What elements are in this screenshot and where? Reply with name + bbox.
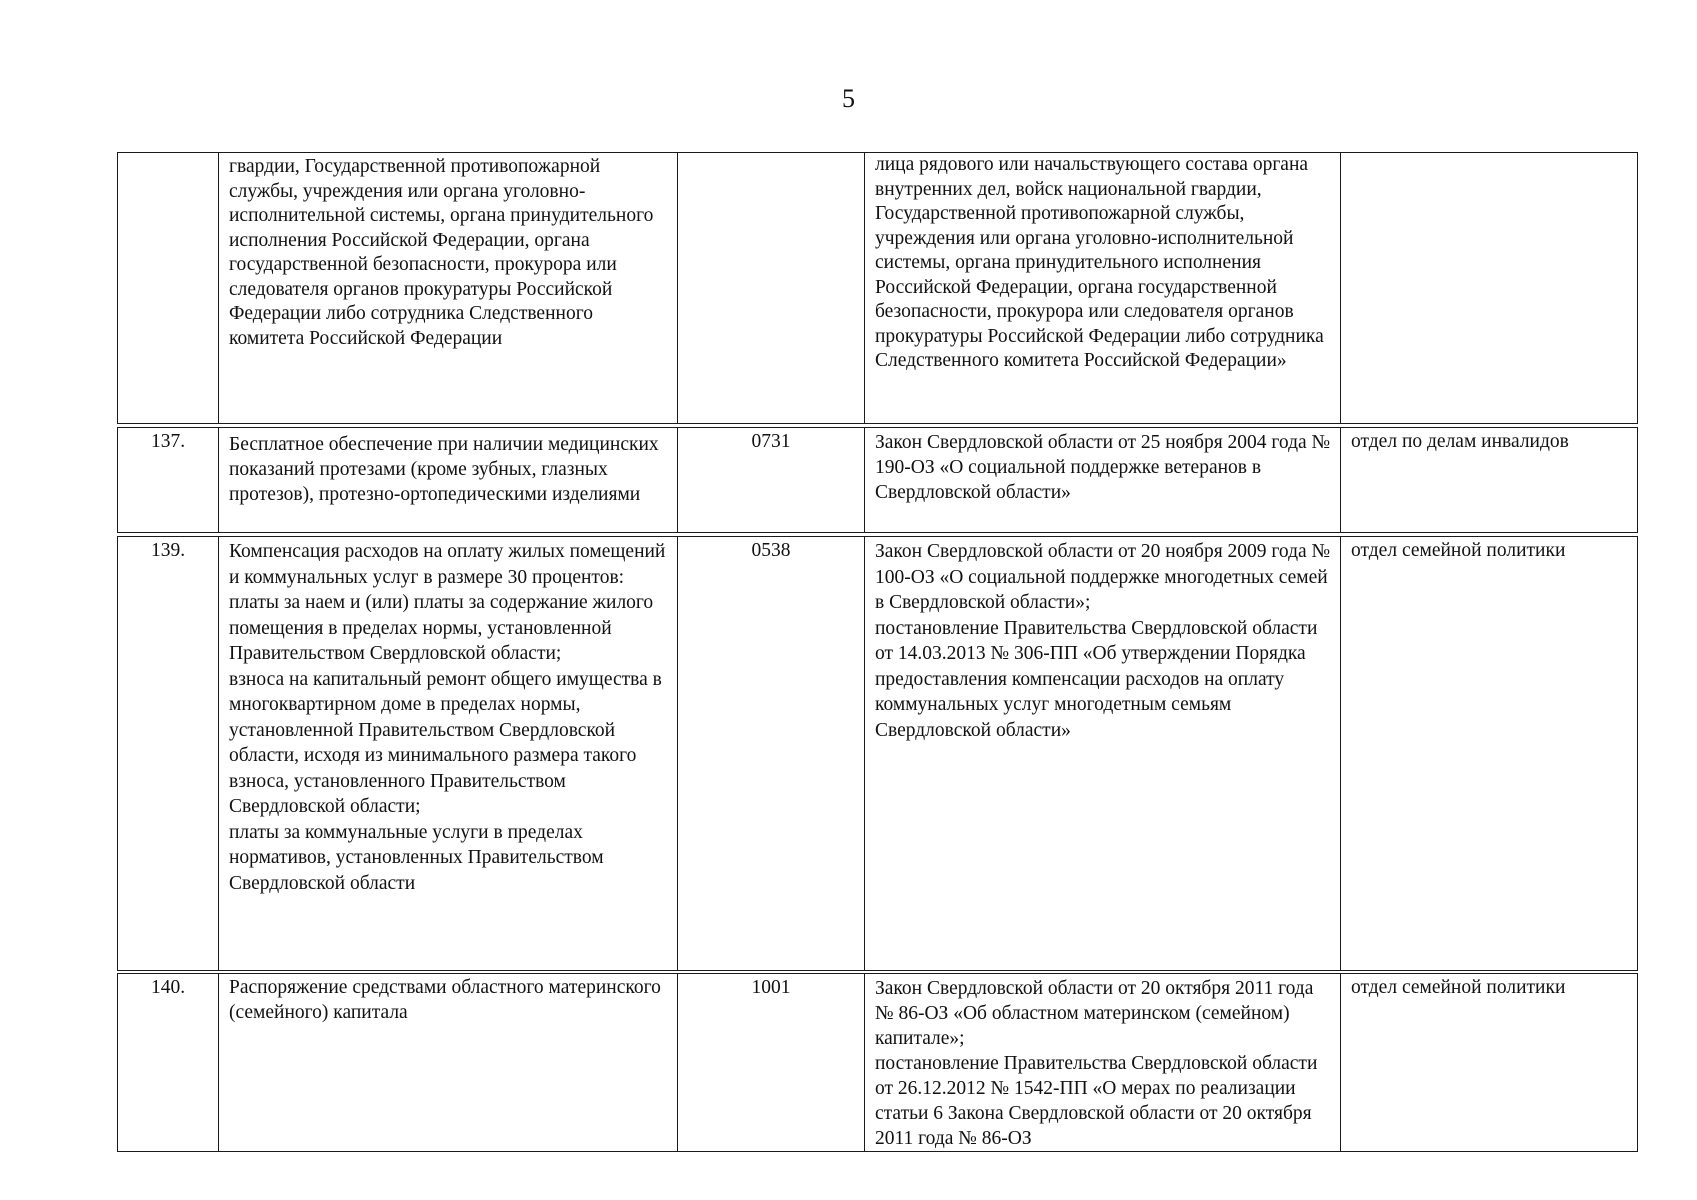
service-code-cell: 0538 [677,537,864,970]
legal-basis-cell: Закон Свердловской области от 20 октября 2011 года № 86-ОЗ «Об областном материнском (семейном) капитале»; постановление Правительства Свердловской области от 26.12.2012 № 1542-ПП «О мерах по реализации статьи 6 Закона Свердловской области от 20 октября 2011 года № 86-ОЗ [864,974,1340,1151]
service-code-cell [677,153,864,423]
legal-basis-cell: лица рядового или начальствующего состава органа внутренних дел, войск национальной гвардии, Государственной противопожарной службы, учреждения или органа уголовно-исполнительной системы, органа принудительного исполнения Российской Федерации, органа государственной безопасности, прокурора или следователя органов прокуратуры Российской Федерации либо сотрудника Следственного комитета Российской Федерации» [864,153,1340,423]
service-name-cell: Бесплатное обеспечение при наличии медицинских показаний протезами (кроме зубных, глазных протезов), протезно-ортопедическими изделиями [218,428,677,532]
table-row [117,973,1638,1152]
table-row [117,536,1638,971]
table-row [117,427,1638,533]
legal-basis-cell: Закон Свердловской области от 25 ноября 2004 года № 190-ОЗ «О социальной поддержке ветеранов в Свердловской области» [864,428,1340,532]
table-row [117,152,1638,424]
page-number: 5 [842,84,855,113]
service-name-cell: гвардии, Государственной противопожарной службы, учреждения или органа уголовно-исполнительной системы, органа принудительного исполнения Российской Федерации, органа государственной безопасности, прокурора или следователя органов прокуратуры Российской Федерации либо сотрудника Следственного комитета Российской Федерации [218,153,677,423]
department-cell: отдел семейной политики [1340,974,1639,1151]
row-number-cell: 140. [150,977,186,998]
legal-basis-cell: Закон Свердловской области от 20 ноября 2009 года № 100-ОЗ «О социальной поддержке многодетных семей в Свердловской области»; постановление Правительства Свердловской области от 14.03.2013 № 306-ПП «Об утверждении Порядка предоставления компенсации расходов на оплату коммунальных услуг многодетным семьям Свердловской области» [864,537,1340,970]
department-cell [1340,153,1639,423]
department-cell: отдел семейной политики [1340,537,1639,970]
service-name-cell: Компенсация расходов на оплату жилых помещений и коммунальных услуг в размере 30 процентов: платы за наем и (или) платы за содержание жилого помещения в пределах нормы, установленной Правительством Свердловской области; взноса на капитальный ремонт общего имущества в многоквартирном доме в пределах нормы, установленной Правительством Свердловской области, исходя из минимального размера такого взноса, установленного Правительством Свердловской области; платы за коммунальные услуги в пределах нормативов, установленных Правительством Свердловской области [218,537,677,970]
row-number-cell: 137. [150,431,186,452]
row-number-cell [118,153,218,423]
service-name-cell: Распоряжение средствами областного материнского (семейного) капитала [218,974,677,1151]
service-code-cell: 1001 [677,974,864,1151]
row-number-cell: 139. [150,540,186,561]
service-code-cell: 0731 [677,428,864,532]
department-cell: отдел по делам инвалидов [1340,428,1639,532]
